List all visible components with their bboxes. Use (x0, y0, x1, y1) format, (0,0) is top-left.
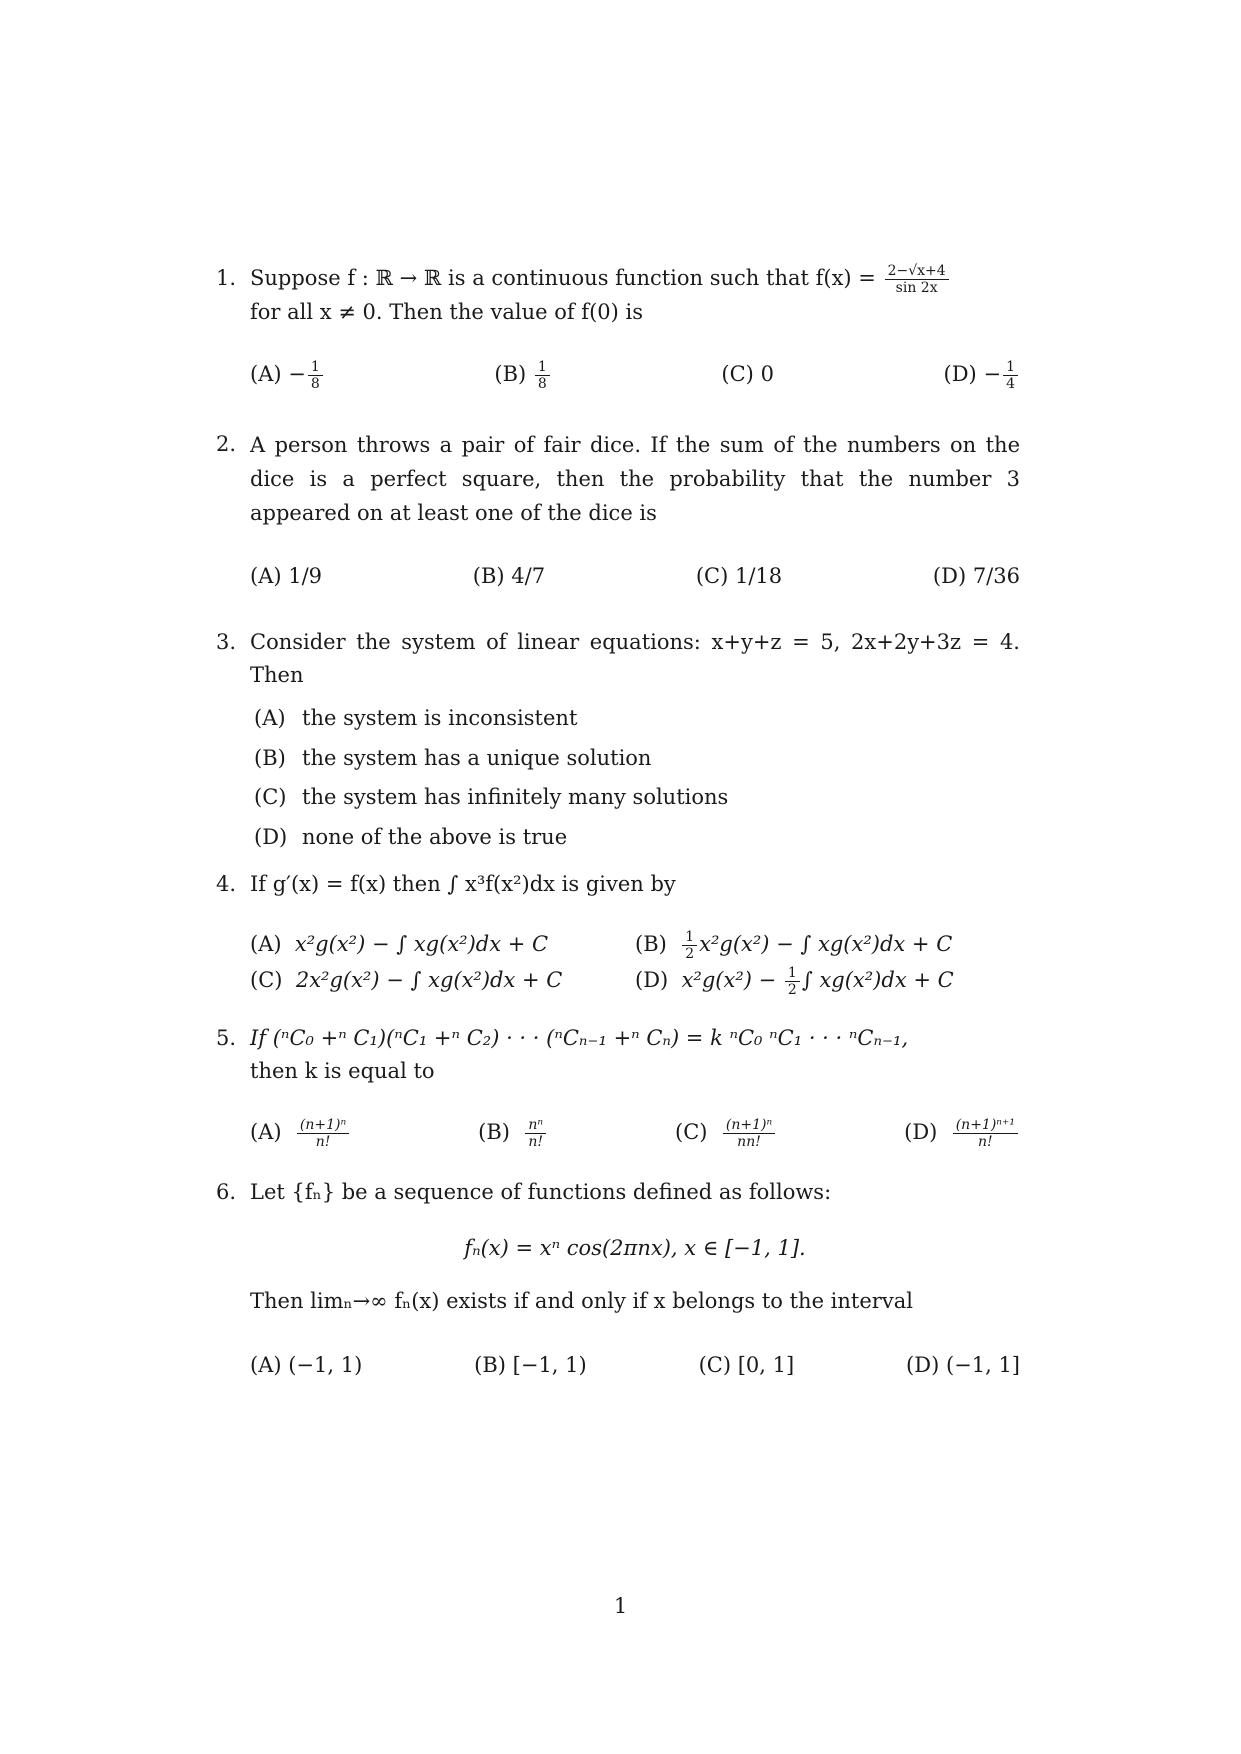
answer-options (250, 1116, 1020, 1150)
question-stem: Consider the system of linear equations: x+y+z = 5, 2x+2y+3z = 4. Then (250, 630, 1020, 687)
question-number: 4. (216, 872, 237, 896)
option-a[interactable]: (A) the system is inconsistent (254, 706, 578, 730)
option-b[interactable]: (B) the system has a unique solution (254, 745, 652, 770)
option-c[interactable]: (C) [0, 1] (698, 1352, 795, 1377)
option-c[interactable]: (C) the system has infinitely many solutions (254, 785, 729, 810)
question-stem: A person throws a pair of fair dice. If the sum of the numbers on the dice is a perfect square, then the probability that the number 3 appeared on at least one of the dice is (250, 433, 1020, 525)
option-c[interactable]: (C) 0 (721, 361, 774, 386)
option-d[interactable]: (D) x²g(x²) − $\frac{1}{2}$ ∫ xg(x²)dx + C (635, 964, 954, 998)
option-a[interactable]: (A) $\frac{\text{(n+1)ⁿ}}{n!}$ (250, 1116, 351, 1150)
question-stem: Let {fₙ} be a sequence of functions defined as follows: (250, 1180, 832, 1204)
answer-options (250, 560, 1020, 594)
option-b[interactable]: (B) $\frac{\text{nⁿ}}{n!}$ (478, 1116, 548, 1150)
option-d[interactable]: (D) 7/36 (932, 564, 1020, 588)
answer-options (250, 358, 1020, 392)
answer-options (250, 1349, 1020, 1383)
option-b[interactable]: (B) 4/7 (472, 564, 546, 588)
fraction: $\frac{2-√x+4}{\sin 2x}$ (885, 263, 949, 296)
option-a[interactable]: (A) − $\frac{1}{8}$ (250, 358, 325, 392)
question-number: 2. (216, 432, 237, 456)
option-a[interactable]: (A) (−1, 1) (250, 1352, 363, 1377)
question-number: 5. (216, 1026, 237, 1050)
option-a[interactable]: (A) 1/9 (250, 564, 323, 588)
option-d[interactable]: (D) none of the above is true (254, 824, 568, 849)
option-b[interactable]: (B) [−1, 1) (474, 1352, 587, 1377)
question-number: 3. (216, 630, 237, 654)
option-d[interactable]: (D) (−1, 1] (906, 1352, 1020, 1377)
option-c[interactable]: (C) 2x²g(x²) − ∫ xg(x²)dx + C (250, 967, 563, 992)
option-c[interactable]: (C) 1/18 (695, 564, 783, 588)
option-d[interactable]: (D) − $\frac{1}{4}$ (944, 358, 1020, 392)
question-number: 1. (216, 266, 237, 290)
question-number: 6. (216, 1180, 237, 1204)
answer-options (254, 702, 1020, 854)
page-number: 1 (613, 1594, 628, 1618)
answer-options (250, 928, 1020, 998)
question-4 (216, 868, 1020, 998)
option-b[interactable]: (B) $\frac{1}{2}$ x²g(x²) − ∫ xg(x²)dx + C (635, 928, 953, 962)
question-continuation: Then limₙ→∞ fₙ(x) exists if and only if x belongs to the interval (250, 1289, 913, 1314)
option-d[interactable]: (D) $\frac{\text{(n+1)ⁿ⁺¹}}{n!}$ (904, 1116, 1020, 1150)
display-equation: fₙ(x) = xⁿ cos(2πnx), x ∈ [−1, 1]. (464, 1235, 806, 1260)
question-stem: Suppose f : ℝ → ℝ is a continuous function such that f(x) = $\frac{2-√x+4}{\sin 2x}$ for all x ≠ 0. Then the value of f(0) is (250, 262, 1020, 330)
option-a[interactable]: (A) x²g(x²) − ∫ xg(x²)dx + C (250, 931, 549, 956)
question-stem: If (ⁿC₀ +ⁿ C₁)(ⁿC₁ +ⁿ C₂) · · · (ⁿCₙ₋₁ +ⁿ Cₙ) = k ⁿC₀ ⁿC₁ · · · ⁿCₙ₋₁, then k is equal to (250, 1026, 909, 1083)
question-2 (216, 428, 1020, 594)
question-1 (216, 262, 1020, 392)
question-3 (216, 626, 1020, 858)
option-b[interactable]: (B) $\frac{1}{8}$ (494, 358, 551, 392)
question-6 (216, 1176, 1020, 1382)
question-5 (216, 1022, 1020, 1150)
option-c[interactable]: (C) $\frac{\text{(n+1)ⁿ}}{nn!}$ (675, 1116, 777, 1150)
question-stem: If g′(x) = f(x) then ∫ x³f(x²)dx is given by (250, 872, 676, 896)
